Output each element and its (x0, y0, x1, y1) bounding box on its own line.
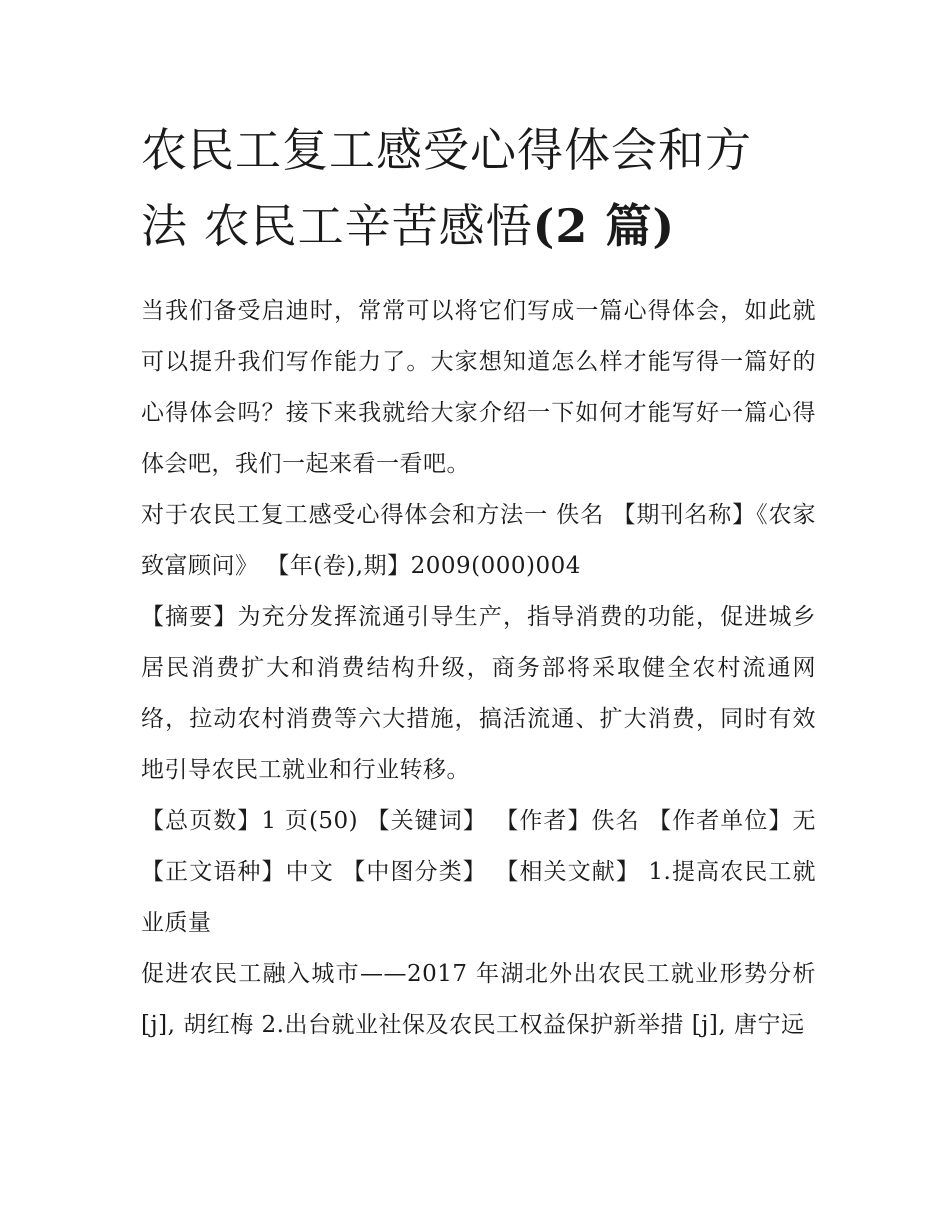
title-line-2-count: (2 篇) (532, 199, 676, 253)
abstract-paragraph: 【摘要】为充分发挥流通引导生产，指导消费的功能，促进城乡居民消费扩大和消费结构升级，商务部将采取健全农村流通网络，拉动农村消费等六大措施，搞活流通、扩大消费，同时有效地引导农民工就业和行业转移。 (141, 604, 816, 783)
document-title (141, 112, 816, 264)
intro-paragraph: 当我们备受启迪时，常常可以将它们写成一篇心得体会，如此就可以提升我们写作能力了。大家想知道怎么样才能写得一篇好的心得体会吗？接下来我就给大家介绍一下如何才能写好一篇心得体会吧，我们一起来看一看吧。 (141, 298, 816, 477)
document-page (141, 112, 816, 1051)
related-literature-paragraph: 促进农民工融入城市——2017 年湖北外出农民工就业形势分析 [j], 胡红梅 2.出台就业社保及农民工权益保护新举措 [j], 唐宁远 (141, 961, 816, 1038)
article-meta-paragraph: 对于农民工复工感受心得体会和方法一 佚名 【期刊名称】《农家致富顾问》 【年(卷),期】2009(000)004 (141, 502, 816, 579)
title-line-1: 农民工复工感受心得体会和方 (141, 123, 752, 177)
bibliographic-info-paragraph: 【总页数】1 页(50) 【关键词】 【作者】佚名 【作者单位】无 【正文语种】中文 【中图分类】 【相关文献】 1.提高农民工就业质量 (141, 808, 816, 936)
title-line-2-text: 法 农民工辛苦感悟 (141, 199, 533, 253)
